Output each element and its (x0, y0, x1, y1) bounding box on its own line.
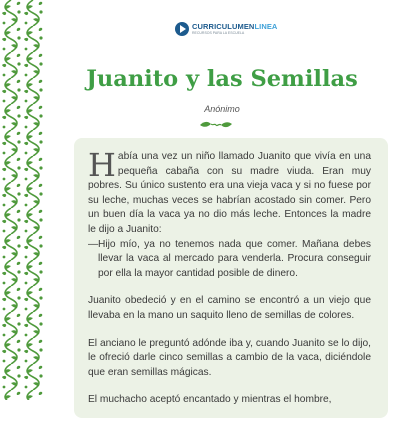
leaf-ornament-icon (198, 120, 234, 129)
vine-pattern-icon (0, 0, 44, 400)
paragraph-offer: El anciano le preguntó adónde iba y, cuando Juanito se lo dijo, le ofreció darle cinco semillas a cambio de la vaca, diciéndole que eran semillas mágicas. (88, 337, 371, 378)
dialog-mother (88, 238, 371, 282)
logo-name: CURRICULUMENLINEA (192, 22, 278, 31)
paragraph-intro: Había una vez un niño llamado Juanito que vivía en una pequeña cabaña con su madre viuda. Eran muy pobres. Su único sustento era una vieja vaca y si no fuese por su leche, muchas veces se habrían acostado sin comer. Pero un buen día la vaca ya no dio más leche. Entonces la madre le dijo a Juanito: (88, 146, 371, 235)
logo-tagline: RECURSOS PARA LA ESCUELA (192, 30, 245, 35)
dialog-dash: — (88, 238, 99, 250)
play-logo-icon (175, 22, 189, 36)
story-title: Juanito y las Semillas (86, 66, 358, 92)
curriculum-en-linea-logo (175, 22, 277, 36)
paragraph-accept: El muchacho aceptó encantado y mientras el hombre, (88, 394, 332, 406)
paragraph-old-man: Juanito obedeció y en el camino se encontró a un viejo que llevaba en la mano un saquito lleno de semillas de colores. (88, 295, 371, 321)
dialog-text: Hijo mío, ya no tenemos nada que comer. Mañana debes llevar la vaca al mercado para venderla. Procura conseguir por ella la mayor cantidad posible de dinero. (98, 238, 371, 279)
decorative-vine-border (0, 0, 44, 400)
story-body (88, 146, 371, 421)
drop-cap: H (88, 146, 116, 184)
story-author: Anónimo (204, 104, 240, 114)
